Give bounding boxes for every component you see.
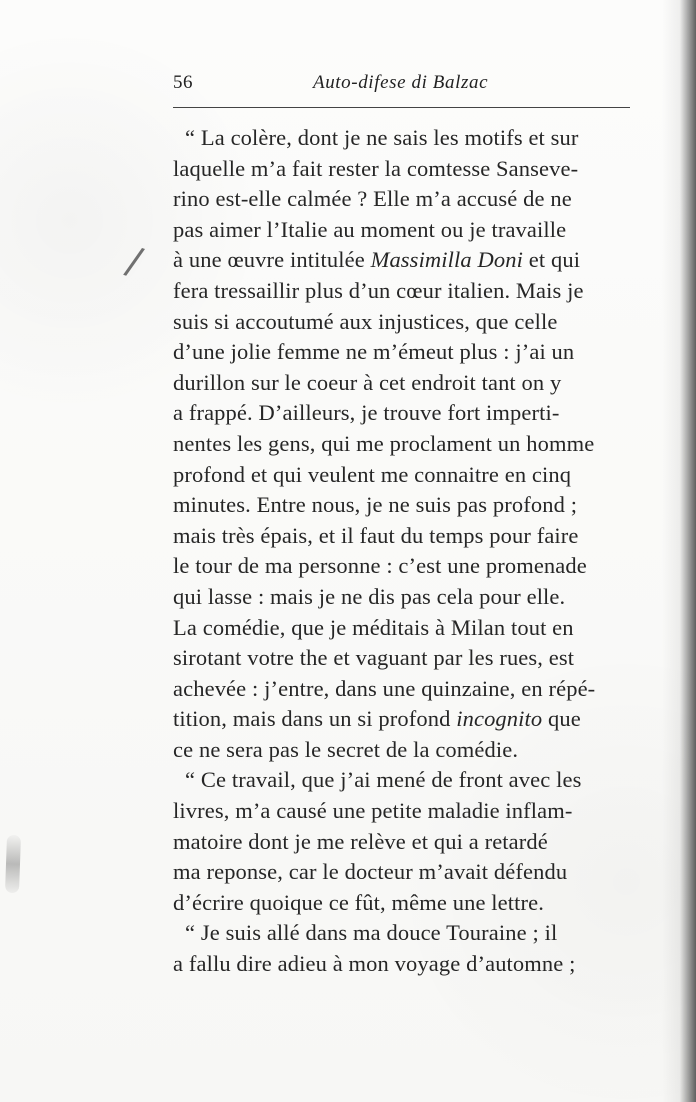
text-line: a fallu dire adieu à mon voyage d’automne ;	[173, 951, 576, 977]
text-fragment: que	[548, 706, 581, 732]
text-line: fera tressaillir plus d’un cœur italien. Mais je	[173, 277, 584, 303]
text-line: sirotant votre the et vaguant par les rues, est	[173, 645, 575, 671]
text-line: “ La colère, dont je ne sais les motifs et sur	[185, 125, 579, 150]
text-line-with-italic-title	[173, 245, 643, 276]
text-line: mais très épais, et il faut du temps pour faire	[173, 522, 579, 548]
margin-stain	[5, 835, 21, 893]
text-line: suis si accoutumé aux injustices, que celle	[173, 308, 558, 334]
text-line: ce ne sera pas le secret de la comédie.	[173, 736, 519, 762]
text-line: La comédie, que je méditais à Milan tout en	[173, 614, 574, 640]
text-line: minutes. Entre nous, je ne suis pas profond ;	[173, 492, 578, 518]
text-line-with-italic-word	[173, 704, 643, 735]
page-number: 56	[173, 72, 193, 93]
italic-word: incognito	[456, 706, 543, 732]
text-line: durillon sur le coeur à cet endroit tant on y	[173, 369, 562, 395]
page-edge-shadow	[662, 0, 696, 1102]
text-fragment: tition, mais dans un si profond	[173, 706, 451, 732]
text-line: “ Ce travail, que j’ai mené de front avec les	[185, 767, 582, 793]
text-line: le tour de ma personne : c’est une promenade	[173, 553, 587, 579]
text-line: “ Je suis allé dans ma douce Touraine ; il	[185, 920, 558, 946]
text-line: livres, m’a causé une petite maladie inflam-	[173, 798, 573, 824]
running-header	[173, 69, 630, 97]
book-text	[173, 123, 643, 980]
running-title: Auto-difese di Balzac	[313, 72, 489, 93]
text-line: d’une jolie femme ne m’émeut plus : j’ai un	[173, 339, 575, 365]
text-line: profond et qui veulent me connaitre en cinq	[173, 461, 572, 487]
text-fragment: à une œuvre intitulée	[173, 247, 365, 273]
margin-slash-mark: /	[121, 238, 148, 284]
text-line: qui lasse : mais je ne dis pas cela pour elle.	[173, 583, 566, 609]
text-line: achevée : j’entre, dans une quinzaine, en répé-	[173, 675, 596, 701]
text-line: matoire dont je me relève et qui a retardé	[173, 828, 548, 854]
text-line: rino est-elle calmée ? Elle m’a accusé de ne	[173, 186, 572, 212]
italic-title: Massimilla Doni	[370, 247, 524, 273]
text-line: a frappé. D’ailleurs, je trouve fort imperti-	[173, 400, 560, 426]
text-line: d’écrire quoique ce fût, même une lettre.	[173, 889, 544, 915]
text-line: ma reponse, car le docteur m’avait défendu	[173, 859, 568, 885]
header-rule	[173, 107, 630, 108]
text-line: laquelle m’a fait rester la comtesse Sanseve-	[173, 155, 579, 181]
text-fragment: et qui	[528, 247, 581, 273]
text-line: nentes les gens, qui me proclament un homme	[173, 430, 595, 456]
text-line: pas aimer l’Italie au moment ou je travaille	[173, 216, 567, 242]
